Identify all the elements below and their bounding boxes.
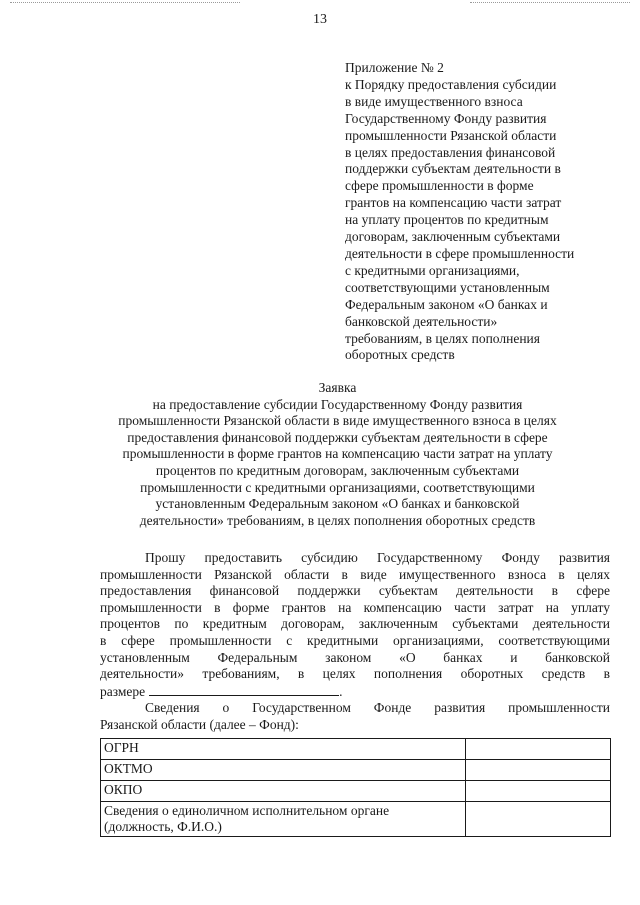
table-row [101, 802, 611, 837]
request-line: процентов по кредитным договорам, заключенным субъектами деятельности [100, 616, 610, 632]
request-line: установленным Федеральным законом «О банках и банковской [100, 649, 610, 665]
scan-artifact-left [10, 2, 240, 6]
appendix-line: Государственному Фонду развития [345, 110, 547, 126]
title-line: установленным Федеральным законом «О банках и банковской [155, 496, 520, 512]
request-line: деятельности» требованиям, в целях пополнения оборотных средств в [100, 666, 610, 682]
table-value-oktmo[interactable] [466, 760, 611, 781]
appendix-line: на уплату процентов по кредитным [345, 212, 549, 228]
appendix-line: грантов на компенсацию части затрат [345, 195, 562, 211]
title-line: промышленности с кредитными организациями, соответствующими [140, 479, 535, 495]
table-label-oktmo: ОКТМО [101, 760, 466, 781]
appendix-line: соответствующими установленным [345, 279, 550, 295]
amount-line [100, 683, 610, 701]
appendix-line: договорам, заключенным субъектами [345, 229, 561, 245]
title-line: процентов по кредитным договорам, заключенным субъектами [155, 462, 520, 478]
appendix-line: оборотных средств [345, 347, 455, 363]
table-label-ogrn: ОГРН [101, 739, 466, 760]
appendix-line: поддержки субъектам деятельности в [345, 161, 561, 177]
request-line: промышленности в форме грантов на компенсацию части затрат на уплату [100, 599, 610, 615]
scan-artifact-right [470, 2, 630, 6]
document-title [70, 380, 605, 529]
appendix-line: в целях предоставления финансовой [345, 144, 556, 160]
appendix-line: банковской деятельности» [345, 313, 498, 329]
request-line: предоставления финансовой поддержки субъектам деятельности в сфере [100, 583, 610, 599]
request-line: Прошу предоставить субсидию Государственному Фонду развития [145, 550, 610, 565]
fund-info-line: Сведения о Государственном Фонде развития промышленности [145, 700, 610, 716]
table-value-okpo[interactable] [466, 781, 611, 802]
fund-info-table [100, 738, 611, 837]
amount-label: размере [100, 683, 146, 699]
fund-info-line: Рязанской области (далее – Фонд): [100, 716, 299, 732]
request-paragraph [100, 550, 610, 734]
amount-blank-field[interactable] [149, 683, 339, 696]
appendix-line: сфере промышленности в форме [345, 178, 534, 194]
table-row [101, 760, 611, 781]
appendix-line: Федеральным законом «О банках и [345, 296, 548, 312]
appendix-line: Приложение № 2 [345, 60, 444, 75]
title-line: предоставления финансовой поддержки субъектам деятельности в сфере [127, 429, 548, 445]
appendix-line: деятельности в сфере промышленности [345, 245, 575, 261]
table-value-executive[interactable] [466, 802, 611, 837]
appendix-line: требованиям, в целях пополнения [345, 330, 540, 346]
title-line: на предоставление субсидии Государственному Фонду развития [152, 396, 523, 412]
table-row [101, 739, 611, 760]
title-line: промышленности в форме грантов на компенсацию части затрат на уплату [122, 446, 553, 462]
amount-end: . [339, 683, 343, 699]
title-line: деятельности» требованиям, в целях пополнения оборотных средств [139, 512, 536, 528]
appendix-header [345, 60, 620, 364]
page-number: 13 [313, 12, 327, 27]
appendix-line: в виде имущественного взноса [345, 93, 523, 109]
table-row [101, 781, 611, 802]
title-line: промышленности Рязанской области в виде имущественного взноса в целях [118, 413, 557, 429]
request-line: в сфере промышленности с кредитными организациями, соответствующими [100, 632, 610, 648]
table-label-okpo: ОКПО [101, 781, 466, 802]
appendix-line: промышленности Рязанской области [345, 127, 557, 143]
appendix-line: к Порядку предоставления субсидии [345, 76, 557, 92]
table-value-ogrn[interactable] [466, 739, 611, 760]
table-label-executive: Сведения о единоличном исполнительном органе (должность, Ф.И.О.) [101, 802, 466, 837]
request-line: промышленности Рязанской области в виде имущественного взноса в целях [100, 566, 610, 582]
title-heading: Заявка [318, 380, 357, 395]
appendix-line: с кредитными организациями, [345, 262, 520, 278]
